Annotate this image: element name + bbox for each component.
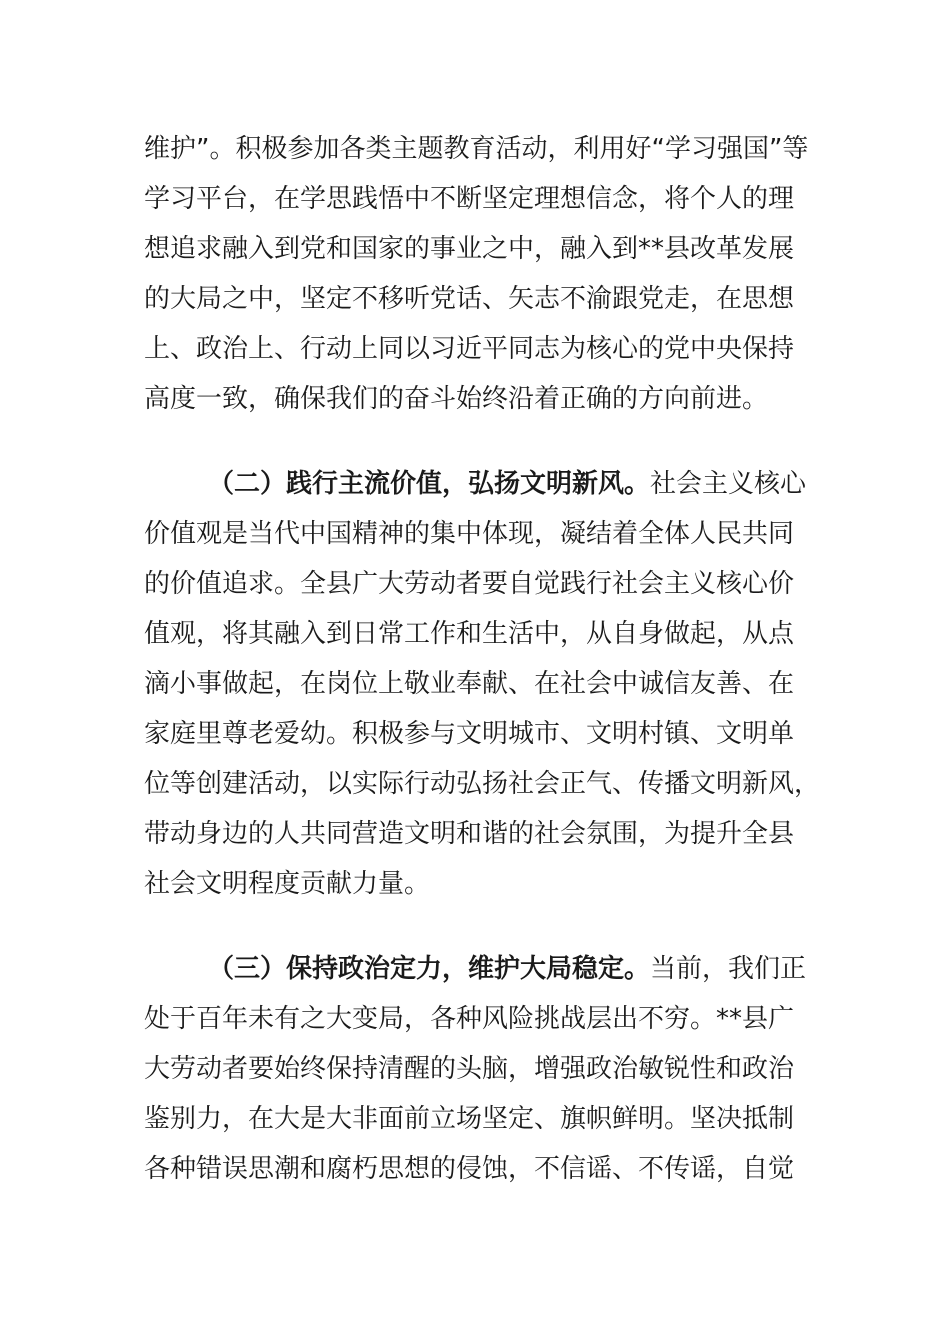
text-line: 位等创建活动，以实际行动弘扬社会正气、传播文明新风， bbox=[144, 769, 821, 799]
text-line: 各种错误思潮和腐朽思想的侵蚀，不信谣、不传谣，自觉 bbox=[144, 1154, 795, 1184]
text-run: 社会主义核心 bbox=[650, 469, 807, 499]
text-line: 带动身边的人共同营造文明和谐的社会氛围，为提升全县 bbox=[144, 819, 795, 849]
paragraph-spacer bbox=[144, 424, 806, 459]
text-line: 滴小事做起，在岗位上敬业奉献、在社会中诚信友善、在 bbox=[144, 669, 795, 699]
paragraph-1 bbox=[144, 124, 809, 424]
section-heading: （三）保持政治定力，维护大局稳定。 bbox=[208, 954, 651, 984]
document-page bbox=[144, 124, 821, 1194]
text-line: 处于百年未有之大变局，各种风险挑战层出不穷。**县广 bbox=[144, 1004, 795, 1034]
paragraph-first-line bbox=[144, 944, 806, 994]
text-line: 值观，将其融入到日常工作和生活中，从自身做起，从点 bbox=[144, 619, 795, 649]
text-line: 想追求融入到党和国家的事业之中，融入到**县改革发展 bbox=[144, 234, 795, 264]
text-line: 大劳动者要始终保持清醒的头脑，增强政治敏锐性和政治 bbox=[144, 1054, 795, 1084]
text-line: 的价值追求。全县广大劳动者要自觉践行社会主义核心价 bbox=[144, 569, 795, 599]
text-line: 的大局之中，坚定不移听党话、矢志不渝跟党走，在思想 bbox=[144, 284, 795, 314]
text-line: 维护”。积极参加各类主题教育活动，利用好“学习强国”等 bbox=[144, 134, 809, 164]
text-run: 当前，我们正 bbox=[650, 954, 807, 984]
text-line: 社会文明程度贡献力量。 bbox=[144, 869, 431, 899]
text-line: 家庭里尊老爱幼。积极参与文明城市、文明村镇、文明单 bbox=[144, 719, 795, 749]
text-line: 学习平台，在学思践悟中不断坚定理想信念，将个人的理 bbox=[144, 184, 795, 214]
paragraph-spacer bbox=[144, 909, 806, 944]
paragraph-2 bbox=[144, 459, 821, 909]
text-line: 鉴别力，在大是大非面前立场坚定、旗帜鲜明。坚决抵制 bbox=[144, 1104, 795, 1134]
paragraph-3 bbox=[144, 944, 806, 1194]
text-line: 高度一致，确保我们的奋斗始终沿着正确的方向前进。 bbox=[144, 384, 769, 414]
section-heading: （二）践行主流价值，弘扬文明新风。 bbox=[208, 469, 651, 499]
text-line: 上、政治上、行动上同以习近平同志为核心的党中央保持 bbox=[144, 334, 795, 364]
text-line: 价值观是当代中国精神的集中体现，凝结着全体人民共同 bbox=[144, 519, 795, 549]
paragraph-first-line bbox=[144, 459, 806, 509]
